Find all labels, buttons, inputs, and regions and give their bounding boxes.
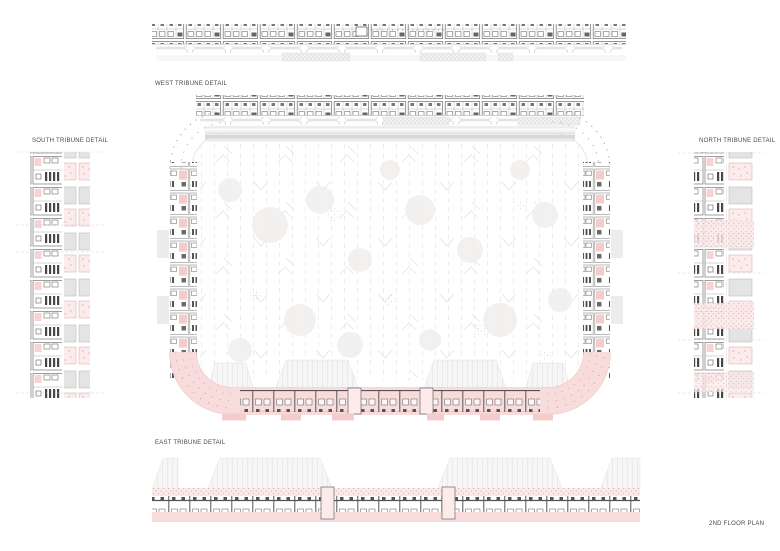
north-detail-pink-zone bbox=[694, 220, 754, 248]
sheet-title: 2ND FLOOR PLAN bbox=[709, 521, 765, 527]
south-tribune-detail-label: SOUTH TRIBUNE DETAIL bbox=[32, 138, 109, 144]
west-detail-module-row bbox=[152, 24, 626, 44]
stadium-plan bbox=[157, 95, 623, 421]
east-tribune-detail-label: EAST TRIBUNE DETAIL bbox=[155, 440, 226, 446]
north-detail-module-column bbox=[694, 152, 724, 398]
east-tribune-detail-drawing bbox=[152, 458, 640, 522]
stadium-right-strip bbox=[583, 162, 610, 378]
concourse-stair-tower bbox=[420, 388, 433, 414]
west-detail-door bbox=[356, 27, 367, 36]
south-detail-module-column bbox=[30, 152, 62, 398]
stadium-top-tribune bbox=[196, 95, 584, 142]
concourse-stair-tower bbox=[348, 388, 361, 414]
north-detail-pink-zone bbox=[694, 303, 754, 329]
south-detail-terrace-column bbox=[64, 152, 90, 398]
stadium-left-strip bbox=[170, 162, 197, 378]
north-tribune-detail-label: NORTH TRIBUNE DETAIL bbox=[699, 138, 776, 144]
west-tribune-detail-label: WEST TRIBUNE DETAIL bbox=[155, 81, 228, 87]
west-tribune-detail-drawing bbox=[152, 24, 626, 61]
north-detail-pink-zone bbox=[694, 372, 754, 392]
east-detail-roofs bbox=[152, 458, 640, 490]
north-tribune-detail-drawing bbox=[678, 152, 764, 398]
east-detail-stair-tower bbox=[321, 487, 334, 519]
north-detail-terrace-column bbox=[726, 152, 754, 398]
west-detail-lounge-row bbox=[156, 46, 622, 53]
concourse-module-row bbox=[240, 390, 540, 412]
south-tribune-detail-drawing bbox=[16, 152, 104, 398]
east-detail-module-row bbox=[152, 496, 640, 514]
east-detail-pink-base bbox=[152, 512, 640, 522]
east-detail-stair-tower bbox=[442, 487, 455, 519]
